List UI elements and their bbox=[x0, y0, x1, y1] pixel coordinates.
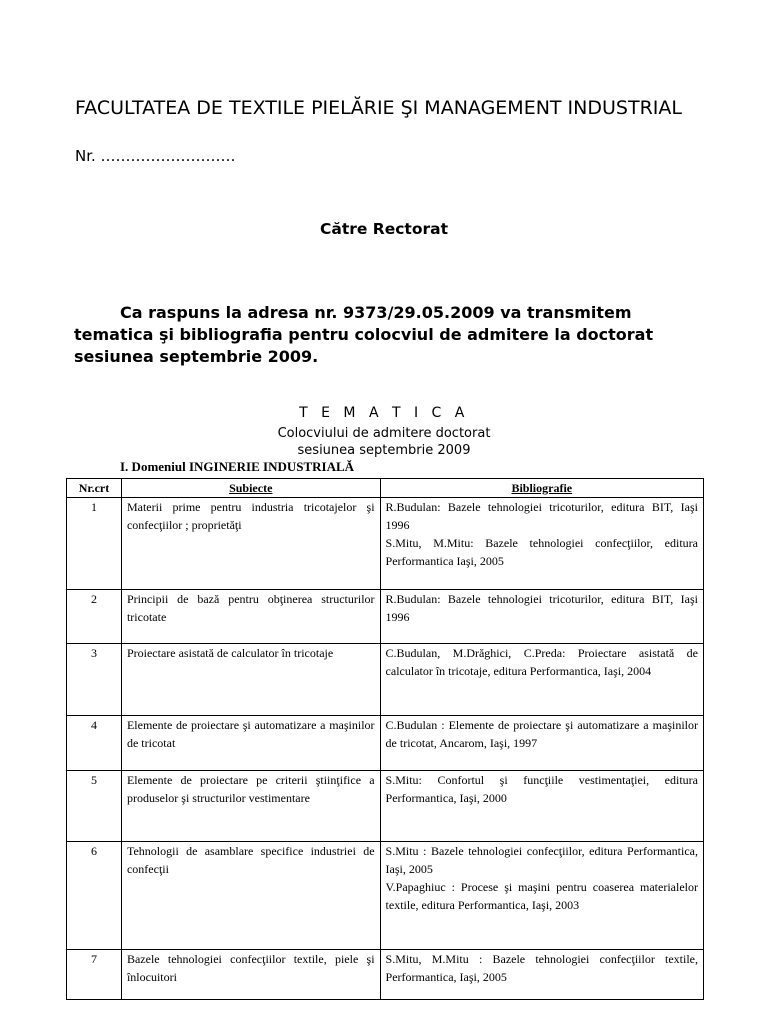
domain-heading: I. Domeniul INGINERIE INDUSTRIALĂ bbox=[120, 459, 355, 474]
row-bibliography bbox=[380, 590, 703, 644]
faculty-title: FACULTATEA DE TEXTILE PIELĂRIE ŞI MANAGEMENT INDUSTRIAL bbox=[75, 97, 682, 119]
table-row bbox=[67, 950, 704, 1000]
row-number: 2 bbox=[67, 590, 122, 644]
bibliography-entry: S.Mitu, M.Mitu: Bazele tehnologiei confecţiilor, editura Performantica Iaşi, 2005 bbox=[385, 536, 698, 568]
row-bibliography bbox=[380, 950, 703, 1000]
bibliography-entry: V.Papaghiuc : Procese şi maşini pentru coaserea materialelor textile, editura Performantica, Iaşi, 2003 bbox=[385, 880, 698, 912]
row-subject: Proiectare asistată de calculator în tricotaje bbox=[121, 644, 380, 716]
row-bibliography bbox=[380, 842, 703, 950]
row-subject: Principii de bază pentru obţinerea structurilor tricotate bbox=[121, 590, 380, 644]
tematica-subtitle-2: sesiunea septembrie 2009 bbox=[297, 443, 471, 458]
row-subject: Elemente de proiectare pe criterii ştiinţifice a produselor şi structurilor vestimentare bbox=[121, 771, 380, 842]
header-subjects: Subiecte bbox=[121, 479, 380, 498]
table-row bbox=[67, 590, 704, 644]
row-number: 5 bbox=[67, 771, 122, 842]
row-bibliography bbox=[380, 644, 703, 716]
addressee: Către Rectorat bbox=[319, 220, 448, 238]
header-bibliography: Bibliografie bbox=[380, 479, 703, 498]
row-number: 6 bbox=[67, 842, 122, 950]
row-subject: Tehnologii de asamblare specifice industriei de confecţii bbox=[121, 842, 380, 950]
bibliography-entry: S.Mitu, M.Mitu : Bazele tehnologiei confecţiilor textile, Performantica, Iaşi, 2005 bbox=[385, 952, 698, 984]
table-row bbox=[67, 771, 704, 842]
bibliography-entry: R.Budulan: Bazele tehnologiei tricoturilor, editura BIT, Iaşi 1996 bbox=[385, 592, 698, 624]
row-subject: Bazele tehnologiei confecţiilor textile, piele şi înlocuitori bbox=[121, 950, 380, 1000]
row-subject: Materii prime pentru industria tricotajelor şi confecţiilor ; proprietăţi bbox=[121, 498, 380, 590]
table-header-row bbox=[67, 479, 704, 498]
header-nr: Nr.crt bbox=[67, 479, 122, 498]
body-paragraph: Ca raspuns la adresa nr. 9373/29.05.2009 va transmitem tematica şi bibliografia pentru colocviul de admitere la doctorat sesiunea septembrie 2009. bbox=[74, 303, 654, 366]
bibliography-entry: C.Budulan, M.Drăghici, C.Preda: Proiectare asistată de calculator în tricotaje, editura Performantica, Iaşi, 2004 bbox=[385, 646, 698, 678]
row-number: 4 bbox=[67, 716, 122, 771]
row-bibliography bbox=[380, 498, 703, 590]
row-number: 3 bbox=[67, 644, 122, 716]
row-bibliography bbox=[380, 716, 703, 771]
document-number: Nr. ……………………… bbox=[75, 147, 236, 165]
table-row bbox=[67, 498, 704, 590]
row-bibliography bbox=[380, 771, 703, 842]
bibliography-entry: S.Mitu: Confortul şi funcţiile vestimentaţiei, editura Performantica, Iaşi, 2000 bbox=[385, 773, 698, 805]
topics-table bbox=[66, 478, 704, 1000]
row-number: 1 bbox=[67, 498, 122, 590]
tematica-subtitle-1: Colocviului de admitere doctorat bbox=[277, 426, 491, 441]
tematica-title: T E M A T I C A bbox=[299, 405, 469, 421]
table-row bbox=[67, 842, 704, 950]
table-row bbox=[67, 644, 704, 716]
row-number: 7 bbox=[67, 950, 122, 1000]
bibliography-entry: R.Budulan: Bazele tehnologiei tricoturilor, editura BIT, Iaşi 1996 bbox=[385, 500, 698, 532]
bibliography-entry: S.Mitu : Bazele tehnologiei confecţiilor, editura Performantica, Iaşi, 2005 bbox=[385, 844, 698, 876]
table-row bbox=[67, 716, 704, 771]
bibliography-entry: C.Budulan : Elemente de proiectare şi automatizare a maşinilor de tricotat, Ancarom, Iaşi, 1997 bbox=[385, 718, 698, 750]
row-subject: Elemente de proiectare şi automatizare a maşinilor de tricotat bbox=[121, 716, 380, 771]
